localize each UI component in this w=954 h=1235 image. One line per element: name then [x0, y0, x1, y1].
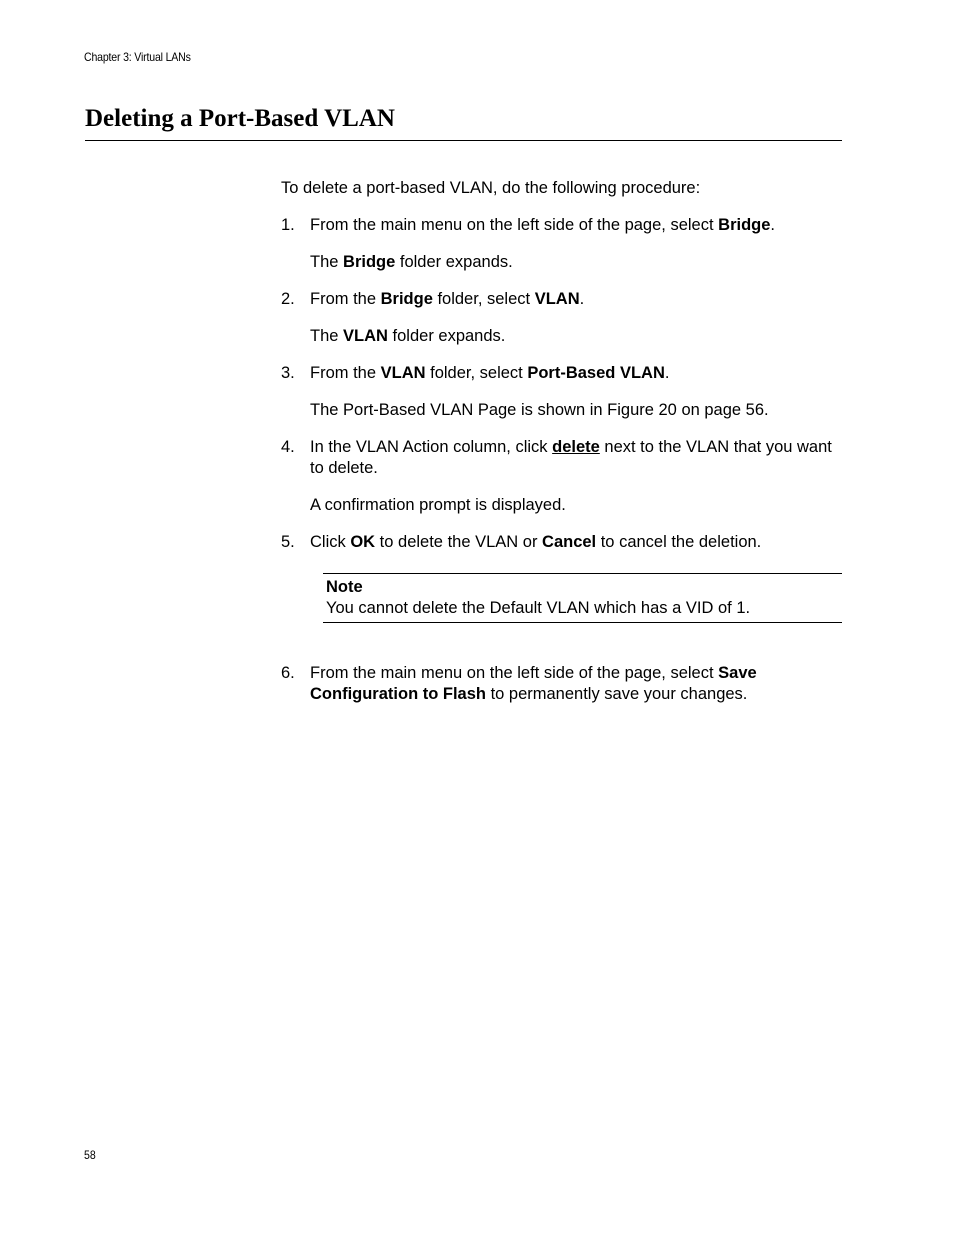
- page-number: 58: [84, 1148, 96, 1162]
- bold-term: Bridge: [718, 216, 771, 234]
- text-run: The Port-Based VLAN Page is shown in Figure 20 on page 56.: [310, 401, 769, 419]
- step-result: [310, 400, 842, 421]
- text-run: From the: [310, 364, 381, 382]
- step-number: 1.: [281, 216, 295, 234]
- intro-text: To delete a port-based VLAN, do the following procedure:: [281, 179, 701, 197]
- text-run: The: [310, 253, 344, 271]
- delete-link-text: delete: [552, 438, 600, 456]
- bold-term: OK: [350, 533, 376, 551]
- step-number: 2.: [281, 290, 295, 308]
- text-run: to cancel the deletion.: [596, 533, 762, 551]
- text-run: folder expands.: [395, 253, 513, 271]
- step-4: [281, 437, 842, 479]
- step-text: [310, 363, 842, 384]
- step-result: [310, 326, 842, 347]
- step-text: [310, 532, 842, 553]
- text-run: Click: [310, 533, 351, 551]
- bold-term: VLAN: [343, 327, 388, 345]
- text-run: In the VLAN Action column, click: [310, 438, 553, 456]
- running-head: Chapter 3: Virtual LANs: [84, 50, 191, 64]
- text-run: folder, select: [425, 364, 528, 382]
- text-run: The: [310, 327, 344, 345]
- text-run: folder, select: [432, 290, 535, 308]
- step-number: 4.: [281, 438, 295, 456]
- bold-term: Bridge: [380, 290, 433, 308]
- step-result: [310, 495, 842, 516]
- bold-term: Port-Based VLAN: [527, 364, 665, 382]
- step-3: [281, 363, 842, 384]
- bold-term: VLAN: [534, 290, 580, 308]
- step-text: [310, 663, 842, 705]
- text-run: to delete the VLAN or: [375, 533, 543, 551]
- text-run: .: [579, 290, 585, 308]
- text-run: .: [664, 364, 670, 382]
- step-2: [281, 289, 842, 310]
- step-number: 5.: [281, 533, 295, 551]
- text-run: From the: [310, 290, 381, 308]
- procedure-content: [281, 178, 842, 721]
- bold-term: Bridge: [343, 253, 396, 271]
- step-result: [310, 252, 842, 273]
- step-number: 6.: [281, 664, 295, 682]
- bold-term: Save Configuration to Flash: [310, 664, 757, 703]
- step-text: [310, 289, 842, 310]
- bold-term: Cancel: [542, 533, 597, 551]
- note-text: You cannot delete the Default VLAN which has a VID of 1.: [326, 599, 751, 617]
- step-1: [281, 215, 842, 236]
- text-run: A confirmation prompt is displayed.: [310, 496, 566, 514]
- step-text: [310, 215, 842, 236]
- title-rule: [85, 140, 842, 141]
- text-run: next to the VLAN that you want to delete.: [310, 438, 832, 477]
- note-title: Note: [326, 578, 363, 596]
- steps-list: [281, 215, 842, 553]
- section-title: Deleting a Port-Based VLAN: [85, 105, 395, 132]
- step-5: [281, 532, 842, 553]
- bold-term: VLAN: [380, 364, 426, 382]
- step-6: [281, 663, 842, 705]
- text-run: to permanently save your changes.: [485, 685, 748, 703]
- text-run: folder expands.: [387, 327, 506, 345]
- text-run: From the main menu on the left side of the page, select: [310, 216, 719, 234]
- note-box: [323, 573, 842, 623]
- text-run: From the main menu on the left side of the page, select: [310, 664, 719, 682]
- text-run: .: [770, 216, 776, 234]
- step-text: [310, 437, 842, 479]
- step-number: 3.: [281, 364, 295, 382]
